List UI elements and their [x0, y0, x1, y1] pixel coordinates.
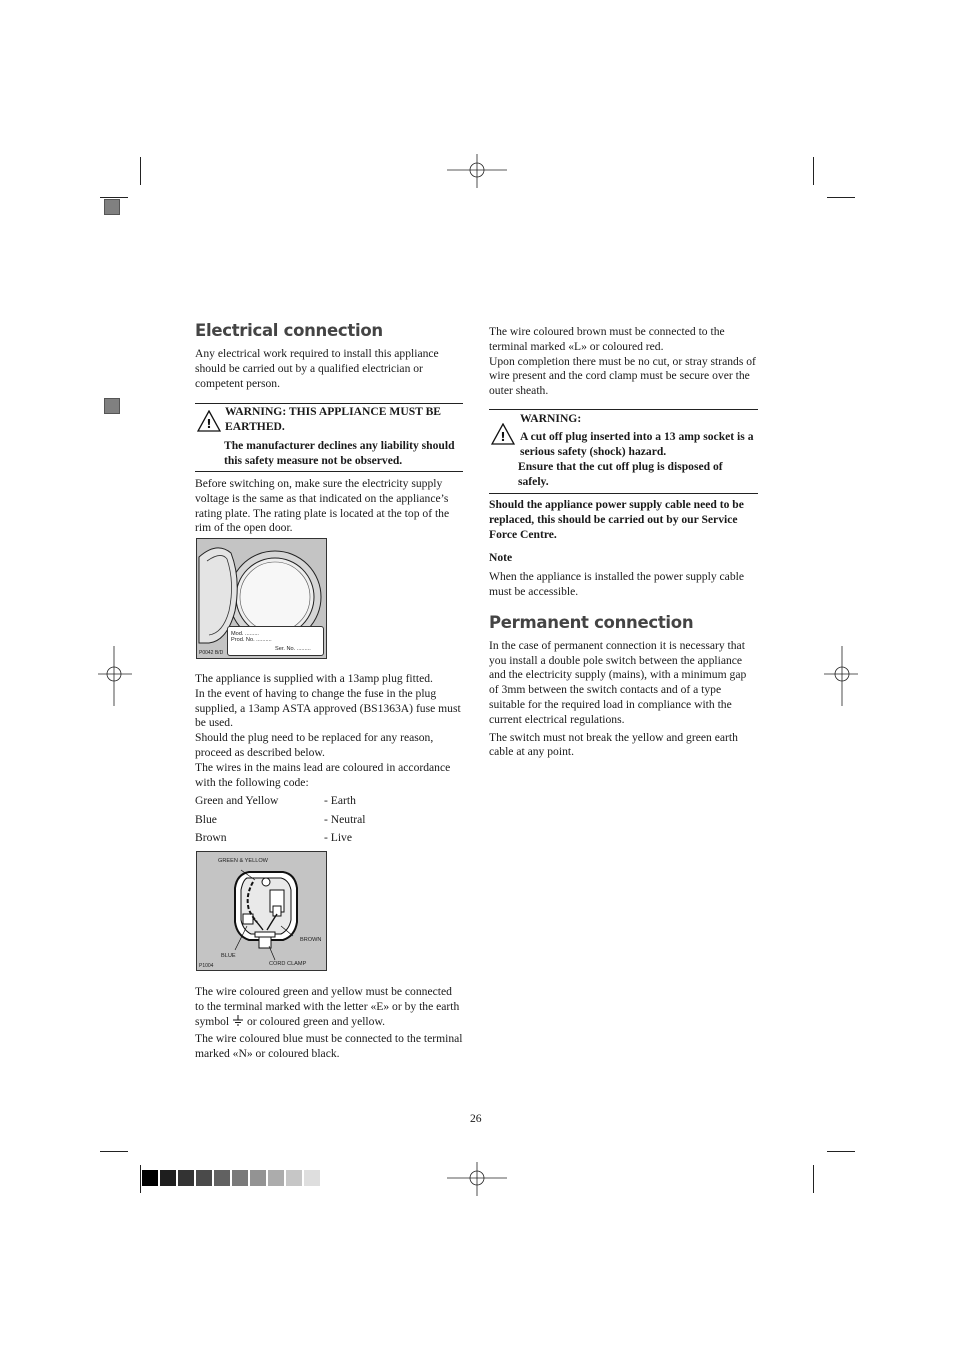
margin-marker [104, 398, 120, 414]
color-swatch [268, 1170, 284, 1186]
label-brown: BROWN [300, 937, 322, 943]
note-title: Note [489, 551, 513, 565]
label-blue: BLUE [221, 953, 236, 959]
warning-title: WARNING: THIS APPLIANCE MUST BE EARTHED. [225, 405, 442, 433]
color-swatch [250, 1170, 266, 1186]
color-swatch [196, 1170, 212, 1186]
crop-mark [140, 1165, 141, 1193]
registration-mark-right [824, 646, 858, 706]
permanent-text: In the case of permanent connection it is necessary that you install a double pole switch between the appliance and the electricity supply (mains), with a minimum gap of 3mm between the switch contacts and of a type suitable for the required load in compliance with the current electrical regulations. [489, 638, 747, 726]
svg-text:!: ! [206, 417, 212, 431]
plug-wiring-illustration [197, 852, 327, 971]
label-green-yellow: GREEN & YELLOW [218, 858, 268, 864]
earth-symbol-icon [232, 1015, 244, 1026]
green-yellow-text: The wire coloured green and yellow must be connected to the terminal marked with the letter «E» or by the earth symbol [195, 985, 460, 1028]
crop-mark [100, 1151, 128, 1152]
section-heading: Permanent connection [489, 612, 694, 632]
rating-plate: Mod. ......... Prod. No. .......... Ser. No. ......... [227, 626, 324, 656]
color-swatch [232, 1170, 248, 1186]
figure-code: P0042 B/D [199, 650, 224, 656]
page-number: 26 [470, 1112, 482, 1125]
figure-code: P1004 [199, 963, 214, 969]
service-text: Should the appliance power supply cable need to be replaced, this should be carried out by our Service Force Centre. [489, 498, 744, 541]
rating-plate-text: Before switching on, make sure the electricity supply voltage is the same as that indicated on the appliance’s rating plate. The rating plate is located at the top of the rim of the open door. [195, 477, 450, 535]
earth-warning-box [195, 403, 463, 472]
warning-title: WARNING: [520, 412, 582, 425]
note-text: When the appliance is installed the power supply cable must be accessible. [489, 570, 744, 598]
plug-wiring-figure [196, 851, 327, 971]
crop-mark [100, 197, 128, 198]
registration-mark-top [447, 154, 507, 188]
color-swatch [178, 1170, 194, 1186]
left-column [195, 321, 463, 394]
brown-wire-text: The wire coloured brown must be connected to the terminal marked «L» or coloured red. [489, 325, 725, 353]
color-swatch [304, 1170, 320, 1186]
section-heading: Electrical connection [195, 321, 383, 340]
completion-text: Upon completion there must be no cut, or stray strands of wire present and the cord clamp must be secure over the outer sheath. [489, 354, 756, 398]
registration-mark-left [98, 646, 132, 706]
intro-paragraph: Any electrical work required to install this appliance should be carried out by a qualified electrician or competent person. [195, 347, 439, 390]
crop-mark [827, 1151, 855, 1152]
warning-line: A cut off plug inserted into a 13 amp socket is a serious safety (shock) hazard. [520, 430, 754, 458]
crop-mark [827, 197, 855, 198]
warning-triangle-icon [197, 410, 221, 432]
rating-plate-figure [196, 538, 327, 659]
crop-mark [813, 1165, 814, 1193]
registration-mark-bottom [447, 1162, 507, 1196]
cut-plug-warning-box [489, 409, 758, 494]
blue-wire-text: The wire coloured blue must be connected to the terminal marked «N» or coloured black. [195, 1032, 463, 1061]
color-swatch [142, 1170, 158, 1186]
switch-text: The switch must not break the yellow and green earth cable at any point. [489, 730, 738, 759]
color-swatch [160, 1170, 176, 1186]
right-column-top [489, 325, 757, 399]
label-cord-clamp: CORD CLAMP [269, 961, 307, 967]
warning-triangle-icon [491, 423, 515, 445]
color-swatch [214, 1170, 230, 1186]
wire-text: The wire coloured green and yellow must be connected to the terminal marked with the letter «E» or by the earth symbol or coloured green and yellow. The wire coloured blue must be connected to the terminal marked «N» or coloured black. [195, 985, 463, 1061]
plug-text: The appliance is supplied with a 13amp plug fitted. In the event of having to change the fuse in the plug supplied, a 13amp ASTA approved (BS1363A) fuse must be used. Should the plug need to be replaced for any reason, proceed as described below. The wires in the mains lead are coloured in accordance with the following code: [195, 672, 461, 789]
warning-body: The manufacturer declines any liability should this safety measure not be observed. [224, 439, 455, 467]
svg-text:!: ! [500, 430, 506, 444]
crop-mark [813, 157, 814, 185]
color-calibration-bar [142, 1170, 322, 1186]
crop-mark [140, 157, 141, 185]
color-swatch [286, 1170, 302, 1186]
right-column-body [489, 498, 757, 763]
margin-marker [104, 199, 120, 215]
warning-line: Ensure that the cut off plug is disposed of safely. [518, 460, 723, 488]
